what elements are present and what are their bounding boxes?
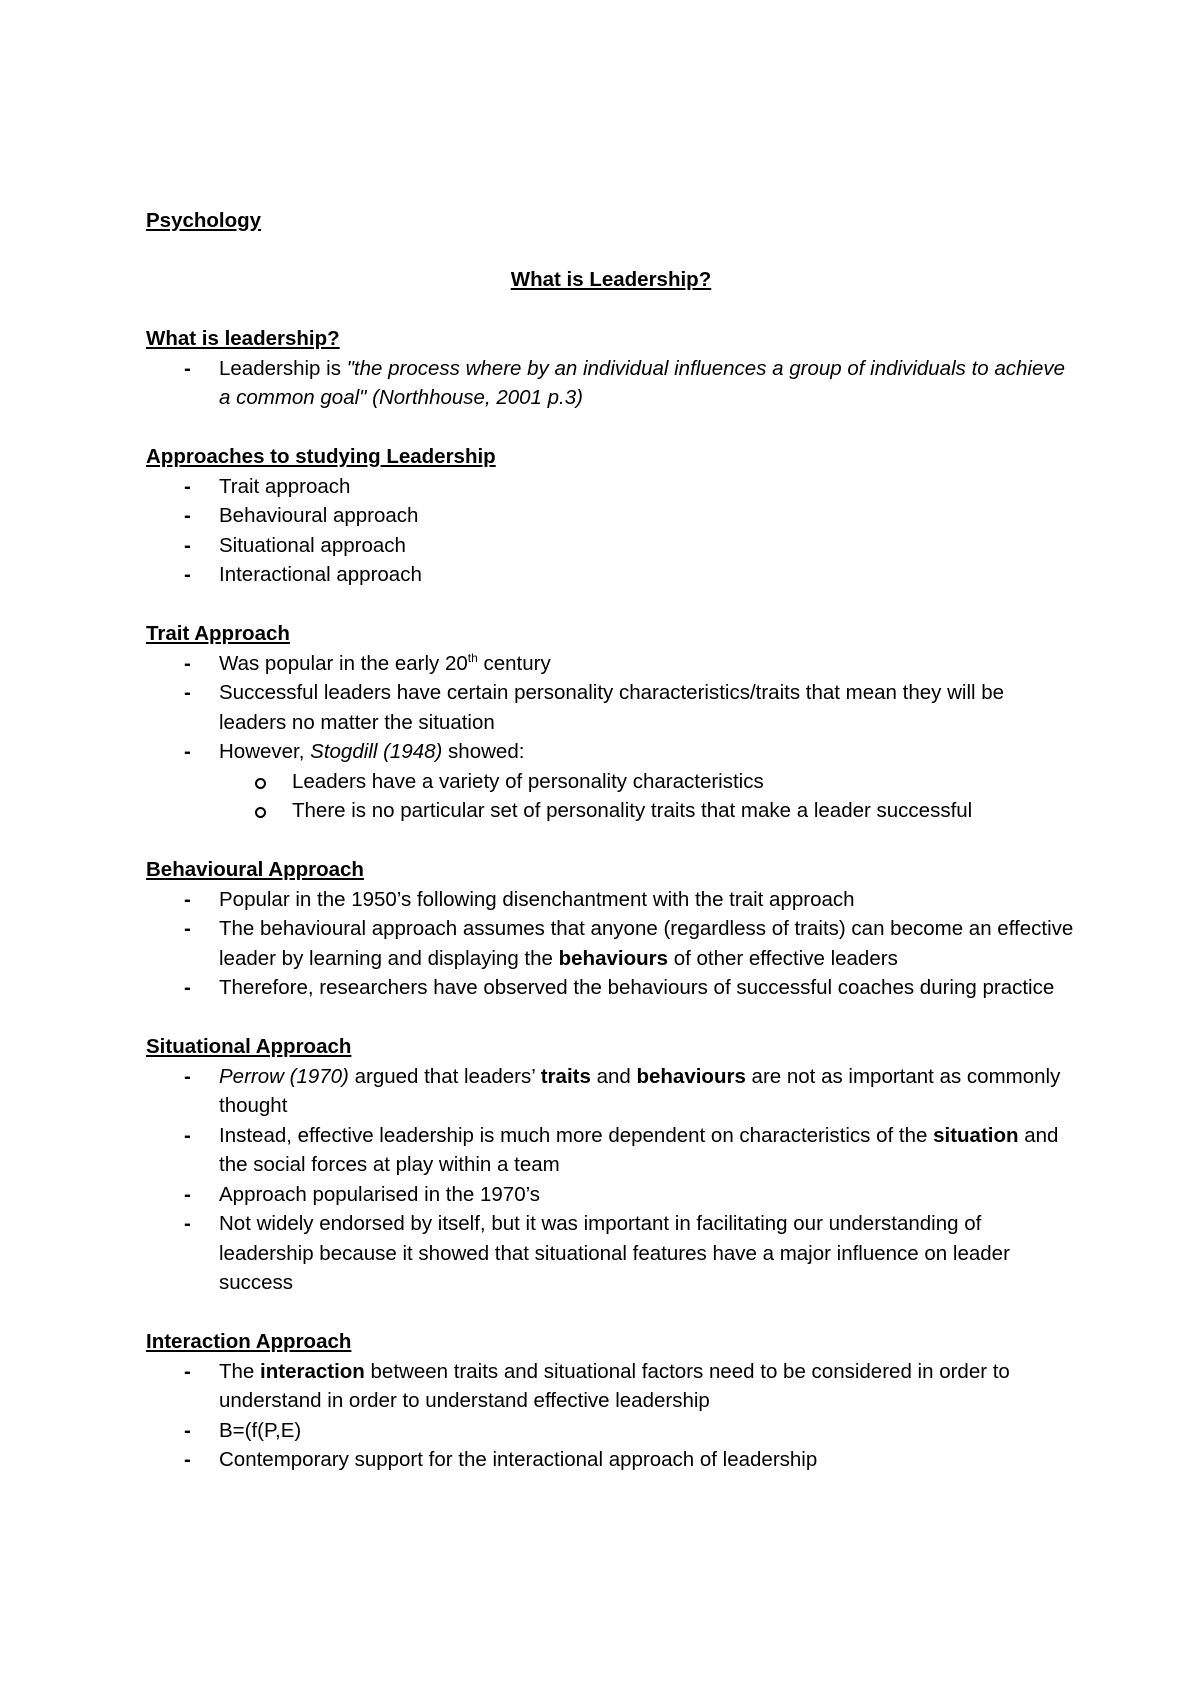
bullet-list (146, 649, 1076, 826)
list-item: - Contemporary support for the interactional approach of leadership (146, 1445, 1076, 1475)
section-heading: What is leadership? (146, 327, 340, 350)
bullet-list (146, 885, 1076, 1003)
subject-heading: Psychology (146, 209, 262, 232)
list-item: - Interactional approach (146, 560, 1076, 590)
list-item: - Popular in the 1950’s following disenchantment with the trait approach (146, 885, 1076, 915)
list-item: - Behavioural approach (146, 501, 1076, 531)
section-heading: Approaches to studying Leadership (146, 445, 496, 468)
list-item: - The behavioural approach assumes that anyone (regardless of traits) can become an effective leader by learning and displaying the behaviours of other effective leaders (146, 914, 1076, 973)
section-heading: Situational Approach (146, 1035, 352, 1058)
section-situational-approach (146, 1032, 1076, 1298)
bullet-list (146, 472, 1076, 590)
list-item: - Successful leaders have certain personality characteristics/traits that mean they will be leaders no matter the situation (146, 678, 1076, 737)
document-page (146, 206, 1076, 1475)
list-item: - Approach popularised in the 1970’s (146, 1180, 1076, 1210)
list-item: - Not widely endorsed by itself, but it was important in facilitating our understanding of leadership because it showed that situational features have a major influence on leader success (146, 1209, 1076, 1298)
list-item: - Perrow (1970) argued that leaders’ traits and behaviours are not as important as commonly thought (146, 1062, 1076, 1121)
list-item: - Situational approach (146, 531, 1076, 561)
list-item: - Therefore, researchers have observed the behaviours of successful coaches during practice (146, 973, 1076, 1003)
bullet-list (146, 1062, 1076, 1298)
list-item: - Instead, effective leadership is much more dependent on characteristics of the situation and the social forces at play within a team (146, 1121, 1076, 1180)
list-item: - B=(f(P,E) (146, 1416, 1076, 1446)
section-approaches (146, 442, 1076, 590)
sub-bullet-list (219, 767, 1076, 826)
section-behavioural-approach (146, 855, 1076, 1003)
list-item: - However, Stogdill (1948) showed: Leaders have a variety of personality characteristics There is no particular set of personality traits that make a leader successful (146, 737, 1076, 826)
section-heading: Behavioural Approach (146, 858, 364, 881)
list-item: - Leadership is "the process where by an individual influences a group of individuals to achieve a common goal" (Northhouse, 2001 p.3) (146, 354, 1076, 413)
section-heading: Interaction Approach (146, 1330, 352, 1353)
sub-list-item: There is no particular set of personality traits that make a leader successful (219, 796, 1076, 826)
section-trait-approach (146, 619, 1076, 826)
document-title: What is Leadership? (510, 268, 712, 291)
list-item: - The interaction between traits and situational factors need to be considered in order to understand in order to understand effective leadership (146, 1357, 1076, 1416)
bullet-list (146, 354, 1076, 413)
section-interaction-approach (146, 1327, 1076, 1475)
section-what-is-leadership (146, 324, 1076, 413)
section-heading: Trait Approach (146, 622, 290, 645)
sub-list-item: Leaders have a variety of personality characteristics (219, 767, 1076, 797)
bullet-list (146, 1357, 1076, 1475)
list-item: - Trait approach (146, 472, 1076, 502)
list-item: - Was popular in the early 20th century (146, 649, 1076, 679)
